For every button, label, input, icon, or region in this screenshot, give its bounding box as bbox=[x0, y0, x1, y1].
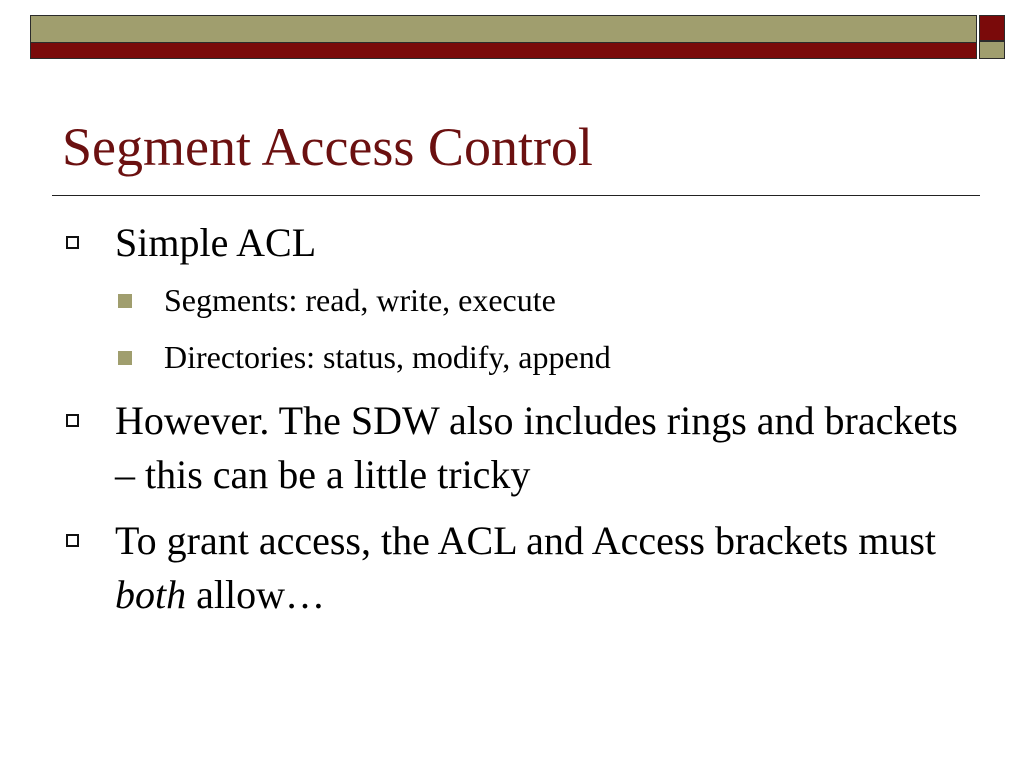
sub-bullet-text: Directories: status, modify, append bbox=[164, 339, 611, 375]
hollow-square-icon bbox=[66, 236, 79, 249]
bullet-text-end: allow… bbox=[186, 572, 325, 617]
filled-square-icon bbox=[118, 351, 132, 365]
hollow-square-icon bbox=[66, 534, 79, 547]
bullet-text: Simple ACL bbox=[115, 220, 317, 265]
slide-title: Segment Access Control bbox=[62, 117, 593, 177]
bullet-text-start: To grant access, the ACL and Access brackets must bbox=[115, 518, 937, 563]
hollow-square-icon bbox=[66, 414, 79, 427]
filled-square-icon bbox=[118, 294, 132, 308]
sub-bullet-text: Segments: read, write, execute bbox=[164, 282, 556, 318]
emphasis-both: both bbox=[115, 572, 187, 617]
bullet-text: However. The SDW also includes rings and brackets – this can be a little tricky bbox=[115, 398, 958, 497]
bullet-text bbox=[115, 514, 975, 622]
